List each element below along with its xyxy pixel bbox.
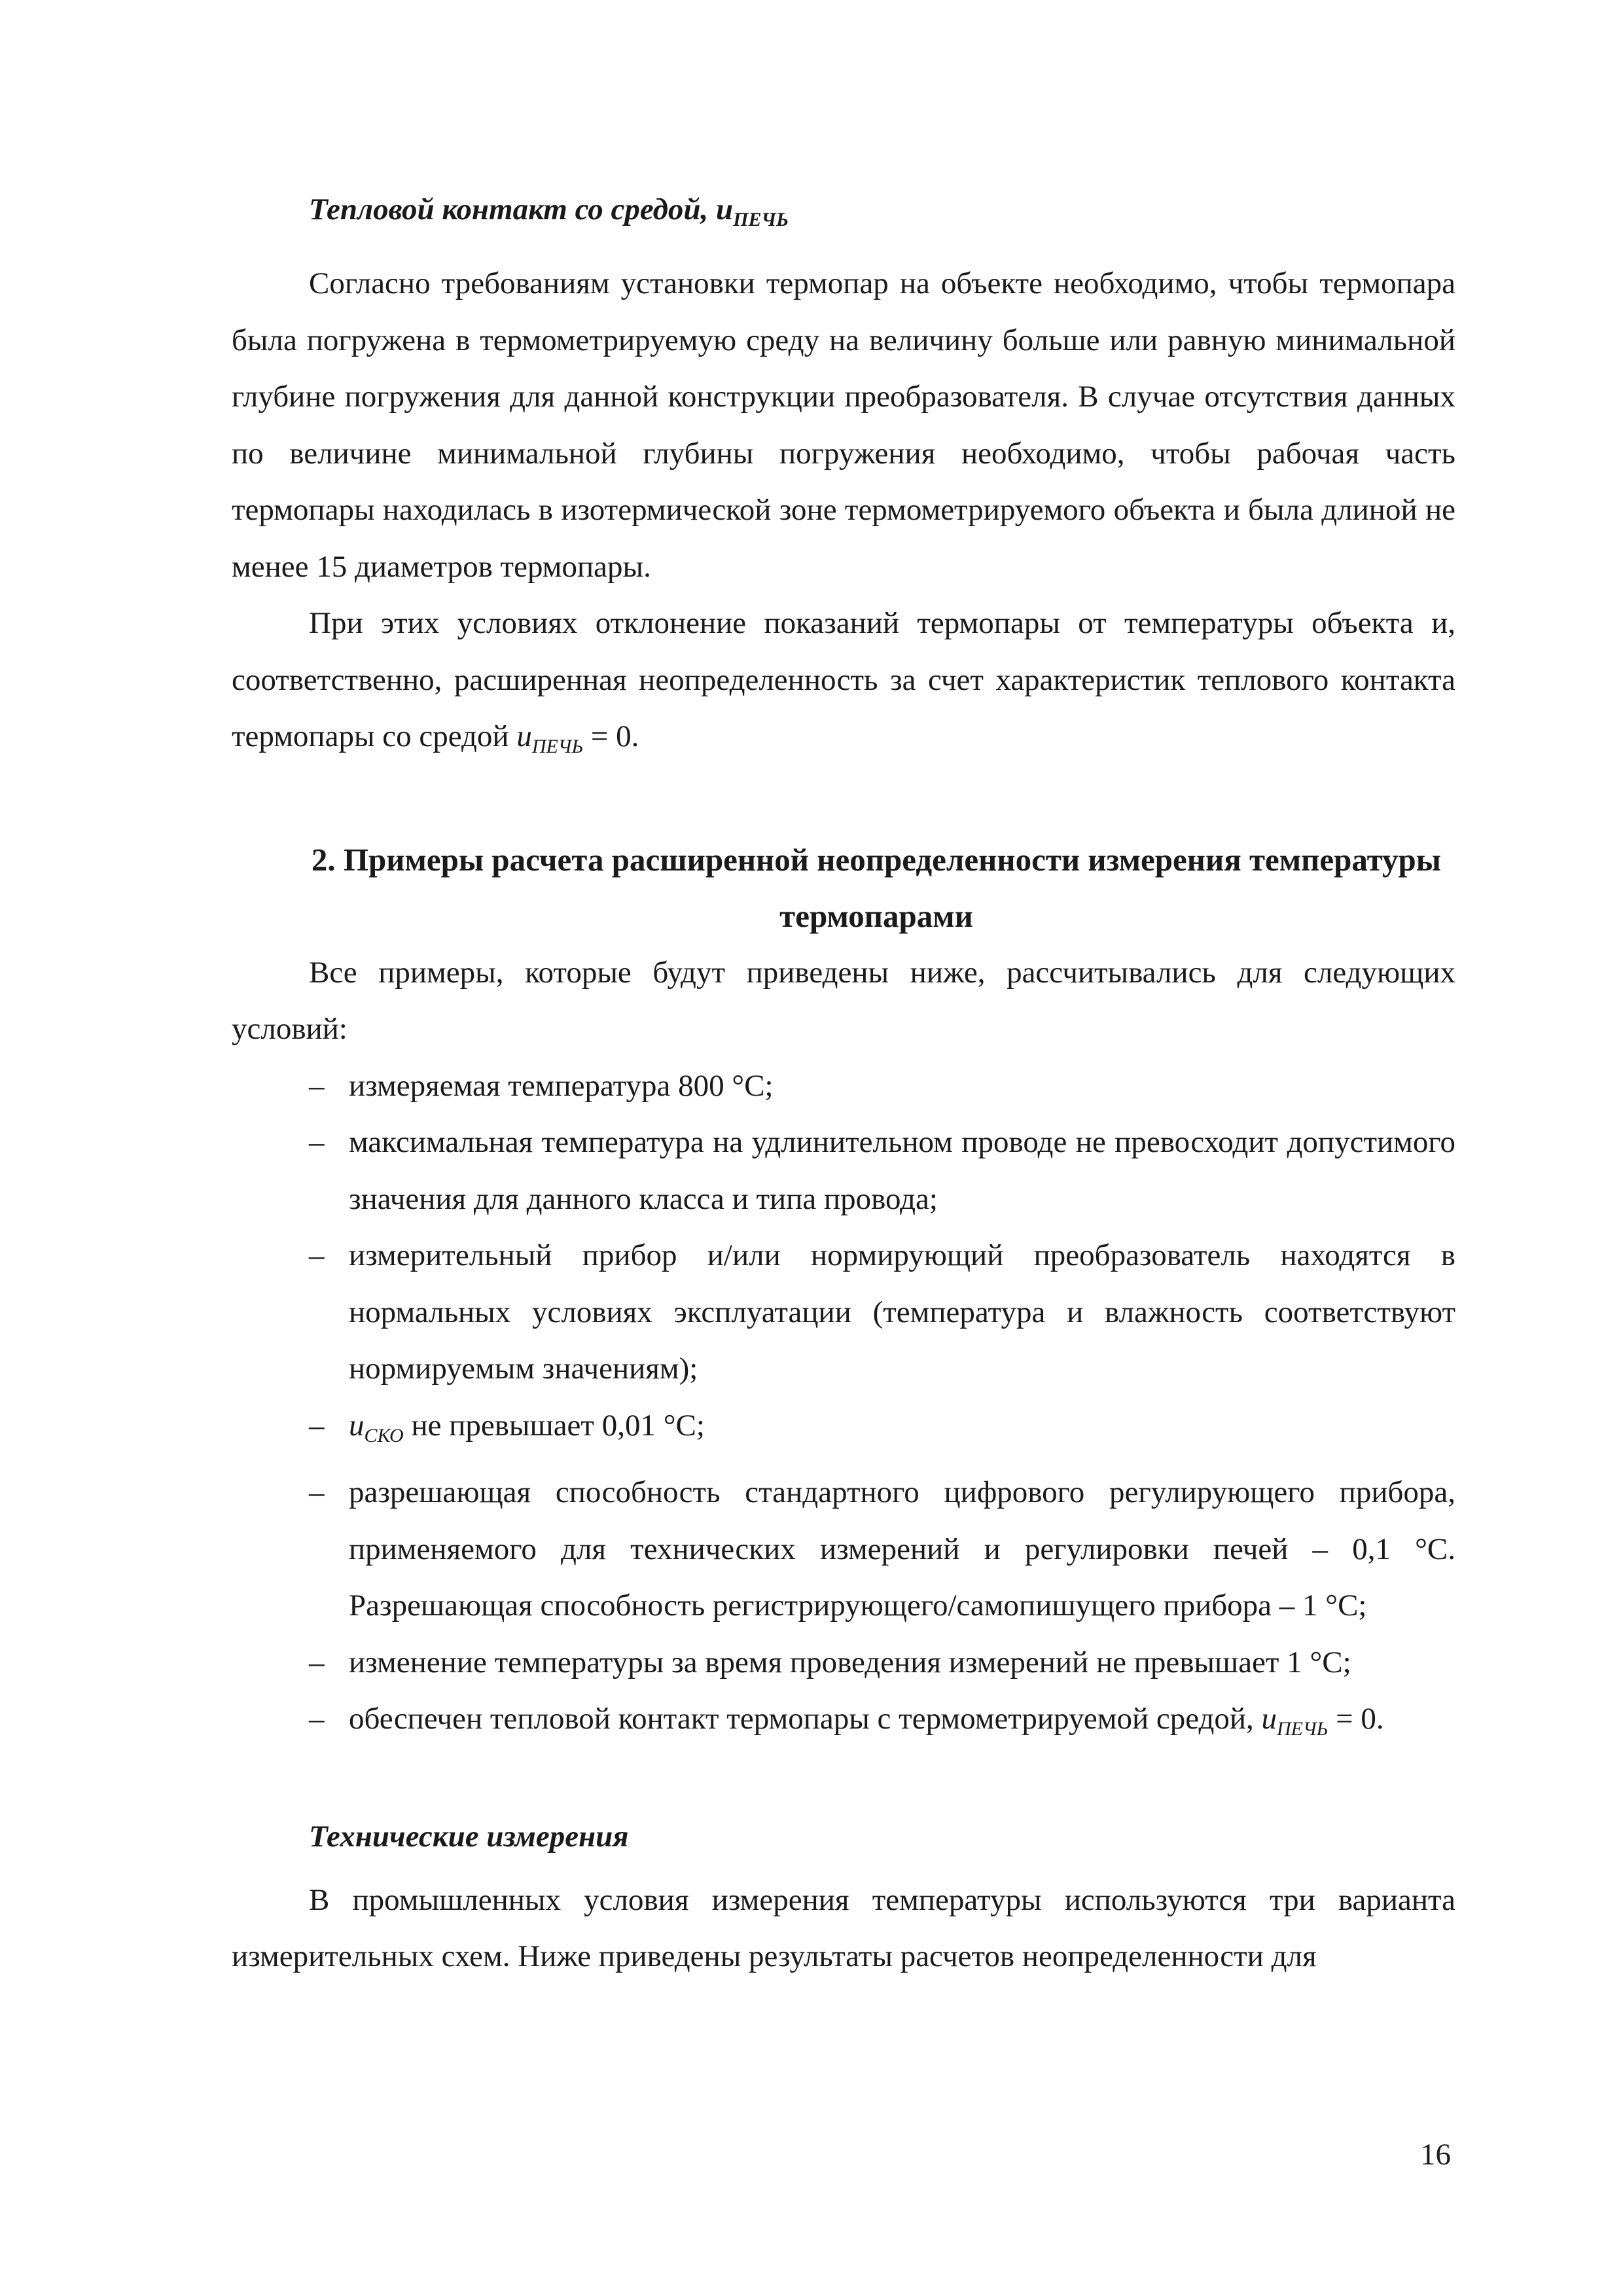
list-item-text: обеспечен тепловой контакт термопары с термометрируемой средой, [349,1702,1254,1736]
list-dash: – [309,1645,325,1679]
list-dash: – [309,1408,325,1443]
thermal-contact-paragraph-1: Согласно требованиям установки термопар на объекте необходимо, чтобы термопара была погружена в термометрируемую среду на величину больше или равную минимальной глубине погружения для данной конструкции преобразователя. В случае отсутствия данных по величине минимальной глубины погружения необходимо, чтобы рабочая часть термопары находилась в изотермической зоне термометрируемого объекта и была длиной не менее 15 диаметров термопары. [232,266,1455,584]
list-item-text: измерительный прибор и/или нормирующий преобразователь находятся в нормальных условиях эксплуатации (температура и влажность соответствуют нормируемым значениям); [349,1238,1455,1386]
list-item-variable: u [349,1408,365,1443]
list-item [232,1464,1455,1634]
section-2-title [232,832,1455,944]
list-item-text: измеряемая температура 800 °С; [349,1068,774,1103]
list-item-subscript: СКО [364,1424,404,1446]
list-item-variable: u [1261,1702,1277,1736]
list-item [232,1058,1455,1115]
list-item-subscript: ПЕЧЬ [1277,1718,1329,1740]
heading-variable: u [716,192,734,226]
list-item-text: разрешающая способность стандартного цифрового регулирующего прибора, применяемого для технических измерений и регулировки печей – 0,1 °С. Разрешающая способность регистрирующего/самопишущего прибора – 1 °С; [349,1475,1455,1623]
list-item [232,1634,1455,1691]
section-2-intro: Все примеры, которые будут приведены ниже, рассчитывались для следующих условий: [232,955,1455,1046]
paragraph-2-variable: u [516,719,532,753]
page-number: 16 [1420,2138,1451,2172]
list-dash: – [309,1475,325,1509]
list-item-tail: = 0. [1328,1702,1384,1736]
document-page [232,190,1455,1985]
list-item [232,1227,1455,1397]
list-item-text: максимальная температура на удлинительном проводе не превосходит допустимого значения для данного класса и типа провода; [349,1125,1455,1216]
list-item [232,1691,1455,1758]
list-dash: – [309,1125,325,1159]
paragraph-2-text: При этих условиях отклонение показаний термопары от температуры объекта и, соответственно, расширенная неопределенность за счет характеристик теплового контакта термопары со средой [232,606,1455,753]
heading-text: Тепловой контакт со средой, [309,192,709,226]
list-dash: – [309,1238,325,1272]
list-item-text: не превышает 0,01 °С; [403,1408,705,1443]
thermal-contact-heading [232,190,1455,240]
list-item [232,1397,1455,1465]
conditions-list [232,1058,1455,1758]
list-dash: – [309,1702,325,1736]
heading-subscript: ПЕЧЬ [733,209,789,230]
paragraph-2-tail: = 0. [583,719,639,753]
list-item-text: изменение температуры за время проведения измерений не превышает 1 °С; [349,1645,1351,1679]
list-item [232,1114,1455,1227]
paragraph-2-subscript: ПЕЧЬ [531,736,584,757]
thermal-contact-paragraph-2 [232,595,1455,776]
section-2-title-line-1: 2. Примеры расчета расширенной неопределенности измерения температуры [311,841,1442,878]
list-dash: – [309,1068,325,1103]
section-2-title-line-2: термопарами [779,897,973,934]
technical-measurements-heading: Технические измерения [309,1819,629,1854]
technical-paragraph: В промышленных условия измерения температуры используются три варианта измерительных схем. Ниже приведены результаты расчетов неопределенности для [232,1882,1455,1973]
